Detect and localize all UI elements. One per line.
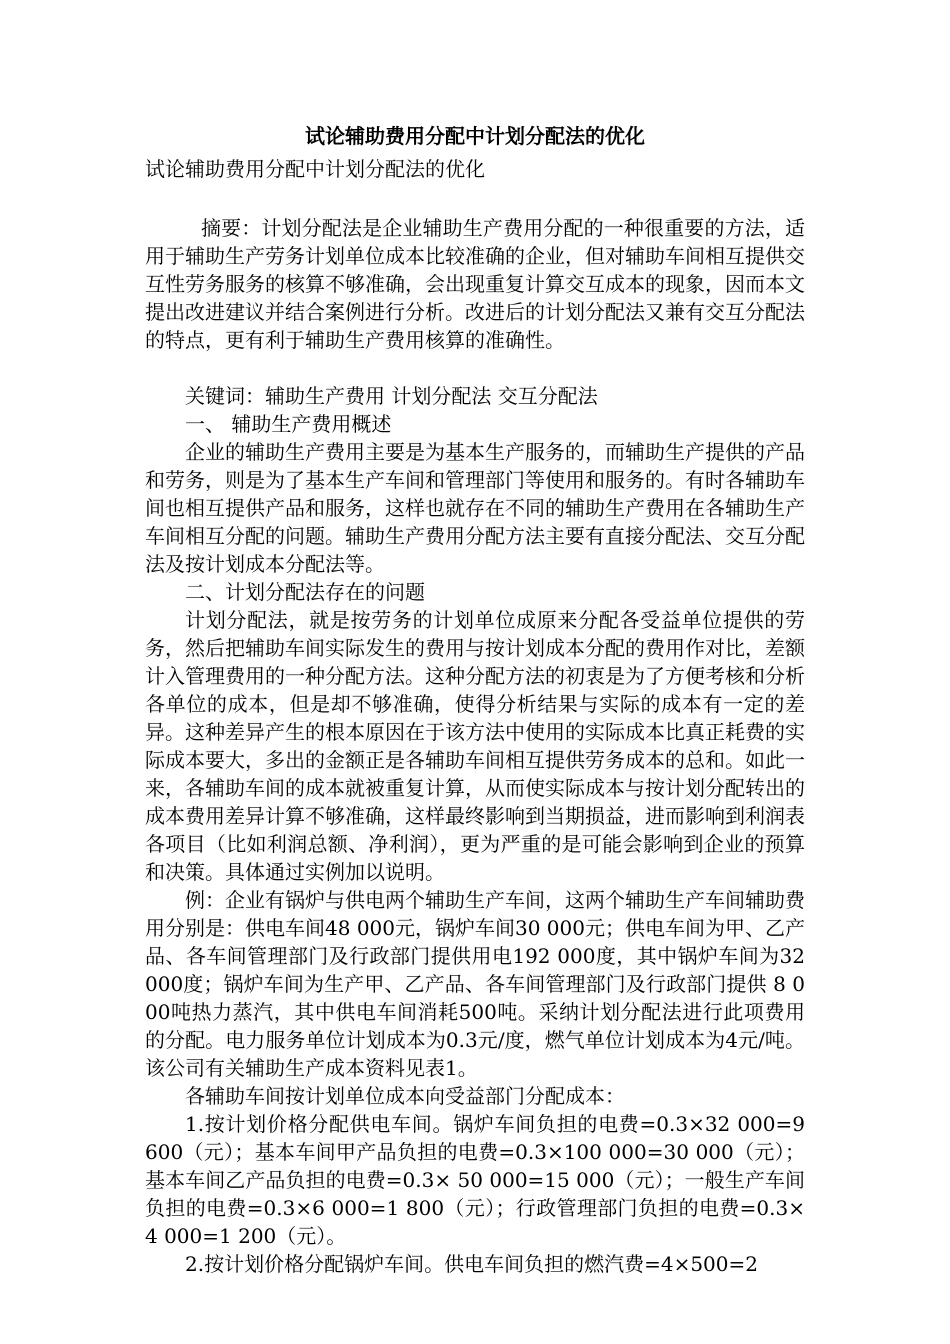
document-title: 试论辅助费用分配中计划分配法的优化 [305, 124, 645, 148]
example-paragraph: 例：企业有锅炉与供电两个辅助生产车间，这两个辅助生产车间辅助费用分别是：供电车间48 000元，锅炉车间30 000元；供电车间为甲、乙产品、各车间管理部门及行政部门提供用电192 000度，其中锅炉车间为32 000度；锅炉车间为生产甲、乙产品、各车间管理部门及行政部门提供 8 000吨热力蒸汽，其中供电车间消耗500吨。采纳计划分配法进行此项费用的分配。电力服务单位计划成本为0.3元/度，燃气单位计划成本为4元/吨。该公司有关辅助生产成本资料见表1。 [145, 888, 805, 1080]
abstract-paragraph: 摘要：计划分配法是企业辅助生产费用分配的一种很重要的方法，适用于辅助生产劳务计划单位成本比较准确的企业，但对辅助车间相互提供交互性劳务服务的核算不够准确，会出现重复计算交互成本的现象，因而本文提出改进建议并结合案例进行分析。改进后的计划分配法又兼有交互分配法的特点，更有利于辅助生产费用核算的准确性。 [145, 216, 805, 352]
section-2-heading: 二、计划分配法存在的问题 [185, 580, 425, 604]
allocation-step-1: 1.按计划价格分配供电车间。锅炉车间负担的电费=0.3×32 000=9 600（元）；基本车间甲产品负担的电费=0.3×100 000=30 000（元）；基本车间乙产品负担的电费=0.3× 50 000=15 000（元）；一般生产车间负担的电费=0.3×6 000=1 800（元）；行政管理部门负担的电费=0.3×4 000=1 200（元）。 [145, 1112, 805, 1248]
section-1-heading: 一、 辅助生产费用概述 [185, 412, 392, 436]
section-2-paragraph: 计划分配法，就是按劳务的计划单位成原来分配各受益单位提供的劳务，然后把辅助车间实际发生的费用与按计划成本分配的费用作对比，差额计入管理费用的一种分配方法。这种分配方法的初衷是为了方便考核和分析各单位的成本，但是却不够准确，使得分析结果与实际的成本有一定的差异。这种差异产生的根本原因在于该方法中使用的实际成本比真正耗费的实际成本要大，多出的金额正是各辅助车间相互提供劳务成本的总和。如此一来，各辅助车间的成本就被重复计算，从而使实际成本与按计划分配转出的成本费用差异计算不够准确，这样最终影响到当期损益，进而影响到利润表各项目（比如利润总额、净利润），更为严重的是可能会影响到企业的预算和决策。具体通过实例加以说明。 [145, 608, 805, 884]
allocation-intro: 各辅助车间按计划单位成本向受益部门分配成本： [185, 1084, 625, 1108]
allocation-step-2: 2.按计划价格分配锅炉车间。供电车间负担的燃汽费=4×500=2 [185, 1252, 758, 1276]
document-subtitle: 试论辅助费用分配中计划分配法的优化 [145, 157, 485, 181]
section-1-paragraph: 企业的辅助生产费用主要是为基本生产服务的，而辅助生产提供的产品和劳务，则是为了基本生产车间和管理部门等使用和服务的。有时各辅助车间也相互提供产品和服务，这样也就存在不同的辅助生产费用在各辅助生产车间相互分配的问题。辅助生产费用分配方法主要有直接分配法、交互分配法及按计划成本分配法等。 [145, 440, 805, 576]
keywords-line: 关键词：辅助生产费用 计划分配法 交互分配法 [185, 384, 598, 408]
document-page [145, 118, 805, 1278]
